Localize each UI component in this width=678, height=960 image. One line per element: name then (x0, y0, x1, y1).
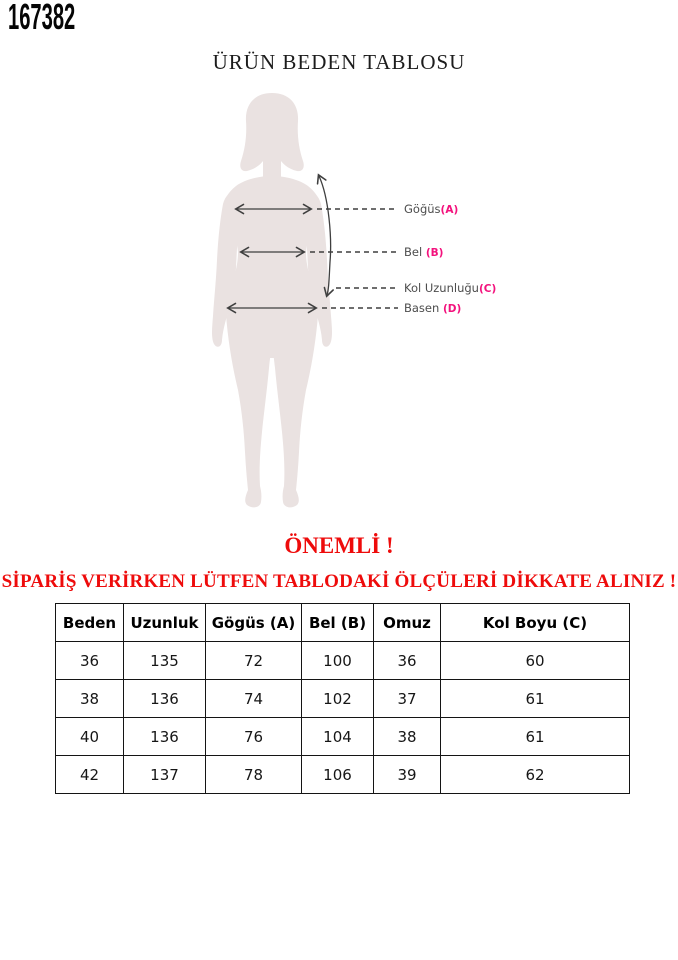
measure-label-text: Kol Uzunluğu (404, 281, 479, 295)
cell: 37 (374, 680, 441, 718)
cell: 136 (124, 680, 206, 718)
table-row (56, 642, 630, 680)
col-header-kol-boyu: Kol Boyu (C) (441, 604, 630, 642)
measure-label-basen (404, 302, 461, 316)
cell: 61 (441, 718, 630, 756)
cell: 38 (374, 718, 441, 756)
important-warning: SİPARİŞ VERİRKEN LÜTFEN TABLODAKİ ÖLÇÜLERİ DİKKATE ALINIZ ! (1, 571, 677, 592)
page-title: ÜRÜN BEDEN TABLOSU (212, 50, 466, 74)
measure-letter: (C) (478, 283, 497, 295)
col-header-beden: Beden (56, 604, 124, 642)
cell: 61 (441, 680, 630, 718)
cell: 62 (441, 756, 630, 794)
cell: 104 (302, 718, 374, 756)
cell: 42 (56, 756, 124, 794)
cell: 106 (302, 756, 374, 794)
cell: 36 (374, 642, 441, 680)
table-row (56, 680, 630, 718)
size-table (55, 603, 630, 794)
measure-letter: (A) (440, 204, 459, 216)
cell: 39 (374, 756, 441, 794)
col-header-uzunluk: Uzunluk (124, 604, 206, 642)
product-code: 167382 (8, 0, 76, 37)
measure-label-bel (404, 246, 443, 260)
cell: 78 (206, 756, 302, 794)
table-row (56, 756, 630, 794)
cell: 36 (56, 642, 124, 680)
table-row (56, 718, 630, 756)
cell: 137 (124, 756, 206, 794)
col-header-bel: Bel (B) (302, 604, 374, 642)
body-silhouette (212, 93, 332, 507)
col-header-gogus: Gögüs (A) (206, 604, 302, 642)
measure-label-kol-uzunlugu (404, 282, 496, 296)
measure-label-gogus (404, 203, 458, 217)
cell: 72 (206, 642, 302, 680)
measure-label-text: Basen (404, 301, 443, 315)
cell: 76 (206, 718, 302, 756)
col-header-omuz: Omuz (374, 604, 441, 642)
cell: 100 (302, 642, 374, 680)
measure-letter: (D) (442, 303, 462, 315)
cell: 38 (56, 680, 124, 718)
cell: 40 (56, 718, 124, 756)
cell: 102 (302, 680, 374, 718)
cell: 60 (441, 642, 630, 680)
measure-letter: (B) (425, 247, 444, 259)
measure-label-text: Göğüs (404, 202, 441, 216)
table-header-row (56, 604, 630, 642)
measure-label-text: Bel (404, 245, 426, 259)
important-heading: ÖNEMLİ ! (284, 533, 394, 558)
cell: 136 (124, 718, 206, 756)
cell: 135 (124, 642, 206, 680)
cell: 74 (206, 680, 302, 718)
